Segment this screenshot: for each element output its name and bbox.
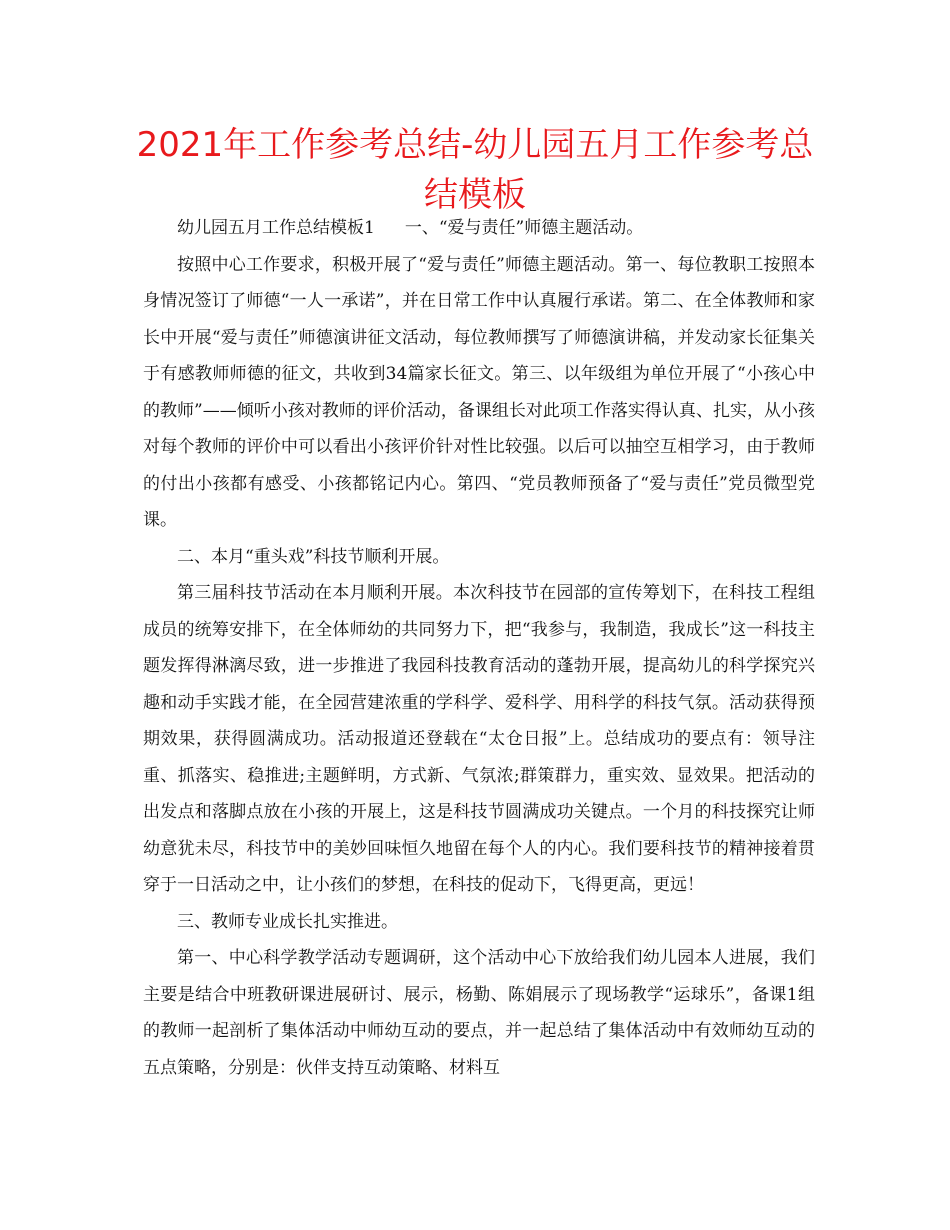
intro-heading: 幼儿园五月工作总结模板1 xyxy=(177,218,375,238)
paragraph-2: 第三届科技节活动在本月顺利开展。本次科技节在园部的宣传筹划下，在科技工程组成员的统筹安排下，在全体师幼的共同努力下，把“我参与，我制造，我成长”这一科技主题发挥得淋漓尽致，进一步推进了我园科技教育活动的蓬勃开展，提高幼儿的科学探究兴趣和动手实践才能，在全园营建浓重的学科学、爱科学、用科学的科技气氛。活动获得预期效果，获得圆满成功。活动报道还登载在“太仓日报”上。总结成功的要点有：领导注重、抓落实、稳推进;主题鲜明，方式新、气氛浓;群策群力，重实效、显效果。把活动的出发点和落脚点放在小孩的开展上，这是科技节圆满成功关键点。一个月的科技探究让师幼意犹未尽，科技节中的美妙回味恒久地留在每个人的内心。我们要科技节的精神接着贯穿于一日活动之中，让小孩们的梦想，在科技的促动下，飞得更高，更远！ xyxy=(143,583,815,895)
intro-line xyxy=(143,210,815,247)
page-title: 2021年工作参考总结-幼儿园五月工作参考总结模板 xyxy=(136,125,814,215)
section-heading-3: 三、教师专业成长扎实推进。 xyxy=(177,911,398,932)
paragraph-1: 按照中心工作要求，积极开展了“爱与责任”师德主题活动。第一、每位教职工按照本身情况签订了师德“一人一承诺”，并在日常工作中认真履行承诺。第二、在全体教师和家长中开展“爱与责任”师德演讲征文活动，每位教师撰写了师德演讲稿，并发动家长征集关于有感教师师德的征文，共收到34篇家长征文。第三、以年级组为单位开展了“小孩心中的教师”——倾听小孩对教师的评价活动，备课组长对此项工作落实得认真、扎实，从小孩对每个教师的评价中可以看出小孩评价针对性比较强。以后可以抽空互相学习，由于教师的付出小孩都有感受、小孩都铭记内心。第四、“党员教师预备了“爱与责任”党员微型党课。 xyxy=(143,254,815,530)
paragraph-3: 第一、中心科学教学活动专题调研，这个活动中心下放给我们幼儿园本人进展，我们主要是结合中班教研课进展研讨、展示，杨勤、陈娟展示了现场教学“运球乐”，备课1组的教师一起剖析了集体活动中师幼互动的要点，并一起总结了集体活动中有效师幼互动的五点策略，分别是：伙伴支持互动策略、材料互 xyxy=(143,948,815,1078)
intro-first-item: 一、“爱与责任”师德主题活动。 xyxy=(404,218,644,238)
section-heading-2: 二、本月“重头戏”科技节顺利开展。 xyxy=(177,546,450,567)
document-body xyxy=(143,210,815,1086)
